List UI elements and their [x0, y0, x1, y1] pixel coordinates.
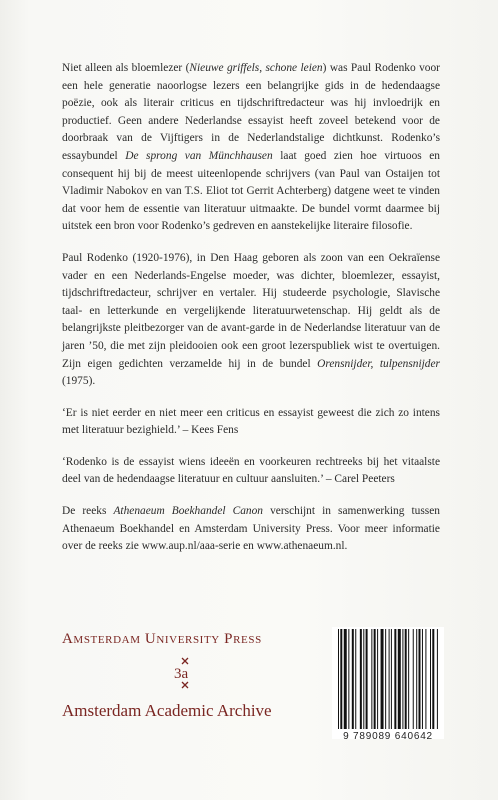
barcode-bar [352, 629, 354, 729]
barcode-bar [389, 629, 390, 729]
barcode-bar [363, 629, 364, 729]
barcode-bars [338, 629, 438, 729]
barcode-bar [437, 629, 438, 729]
intro-text-c: laat goed zien hoe virtuoos en consequent hij bij de meest uiteenlopende schrijvers (van Paul van Ostaijen tot Vladimir Nabokov en van T.S. Eliot tot Gerrit Achterberg) datgene weet te vinden dat voor hem de essentie van literatuur uitmaakte. De bundel vormt daarmee bij uitstek een bron voor Rodenko’s gedreven en aanstekelijke literaire filosofie. [62, 149, 440, 233]
publisher-block [62, 631, 332, 720]
barcode-bar [430, 629, 431, 729]
logo-text: 3a [174, 666, 189, 682]
barcode-bar [338, 629, 339, 729]
publisher-name: Amsterdam University Press [62, 631, 262, 647]
barcode-bar [391, 629, 392, 729]
barcode-bar [402, 629, 403, 729]
barcode-bar [425, 629, 426, 729]
title-nieuwe-griffels: Nieuwe griffels, schone leien [189, 62, 323, 74]
aaa-logo [170, 655, 206, 691]
barcode-bar [348, 629, 349, 729]
paragraph-biography [62, 250, 440, 391]
barcode-bar [355, 629, 356, 729]
intro-text-a: Niet alleen als bloemlezer ( [62, 62, 190, 74]
barcode-bar [398, 629, 401, 729]
barcode-digits: 9 789089 640642 [343, 731, 433, 742]
barcode-bar [344, 629, 347, 729]
barcode-bar [360, 629, 362, 729]
imprint-name: Amsterdam Academic Archive [62, 701, 272, 720]
barcode-bar [340, 629, 342, 729]
isbn-barcode [332, 627, 444, 742]
series-title: Athenaeum Boekhandel Canon [113, 505, 264, 518]
blurb-text [62, 60, 440, 570]
barcode-bar [408, 629, 409, 729]
barcode-bar [381, 629, 384, 729]
title-de-sprong: De sprong van Münchhausen [125, 149, 273, 162]
barcode-bar [377, 629, 378, 729]
bio-text-b: (1975). [62, 375, 96, 388]
bio-text-a: Paul Rodenko (1920-1976), in Den Haag geboren als zoon van een Oekraïense vader en een Nederlands-Engelse moeder, was dichter, bloemlezer, essayist, tijdschriftredacteur, schrijver en vertaler. Hij studeerde psychologie, Slavische taal- en letterkunde en vergelijkende literatuurwetenschap. Hij geldt als de belangrijkste pleitbezorger van de avant-garde in de Nederlandse literatuur van de jaren ’50, die met zijn pleidooien ook een groot lezerspubliek wist te overtuigen. Zijn eigen gedichten verzamelde hij in de bundel [62, 251, 440, 370]
barcode-bar [374, 629, 376, 729]
barcode-bar [422, 629, 423, 729]
series-text-b: verschijnt in samenwerking tussen Athenaeum Boekhandel en Amsterdam University Press. Voor meer informatie over de reeks zie www.aup.nl/aaa-serie en www.athenaeum.nl. [62, 505, 440, 553]
title-orensnijder: Orensnijder, tulpensnijder [317, 357, 440, 370]
intro-text-b: ) was Paul Rodenko voor een hele generatie naoorlogse lezers een belangrijke gids in de hedendaagse poëzie, ook als literair criticus en tijdschriftredacteur was hij invloedrijk en productief. Geen andere Nederlandse essayist heeft zoveel betekend voor de doorbraak van de Vijftigers in de Nederlandstalige dichtkunst. Rodenko’s essaybundel [62, 62, 440, 162]
barcode-bar [419, 629, 421, 729]
paragraph-intro [62, 60, 440, 236]
barcode-bar [371, 629, 372, 729]
barcode-bar [385, 629, 386, 729]
series-text-a: De reeks [62, 505, 114, 518]
barcode-bar [413, 629, 414, 729]
barcode-bar [366, 629, 368, 729]
quote-carel-peeters: ‘Rodenko is de essayist wiens ideeën en voorkeuren rechtreeks bij het vitaalste deel van de hedendaagse literatuur en cultuur aansluiten.’ – Carel Peeters [62, 455, 440, 486]
paragraph-series [62, 503, 440, 556]
barcode-bar [405, 629, 407, 729]
barcode-bar [416, 629, 417, 729]
quote-kees-fens: ‘Er is niet eerder en niet meer een criticus en essayist geweest die zich zo intens met literatuur bezighield.’ – Kees Fens [62, 406, 440, 437]
barcode-bar [394, 629, 396, 729]
barcode-bar [432, 629, 434, 729]
